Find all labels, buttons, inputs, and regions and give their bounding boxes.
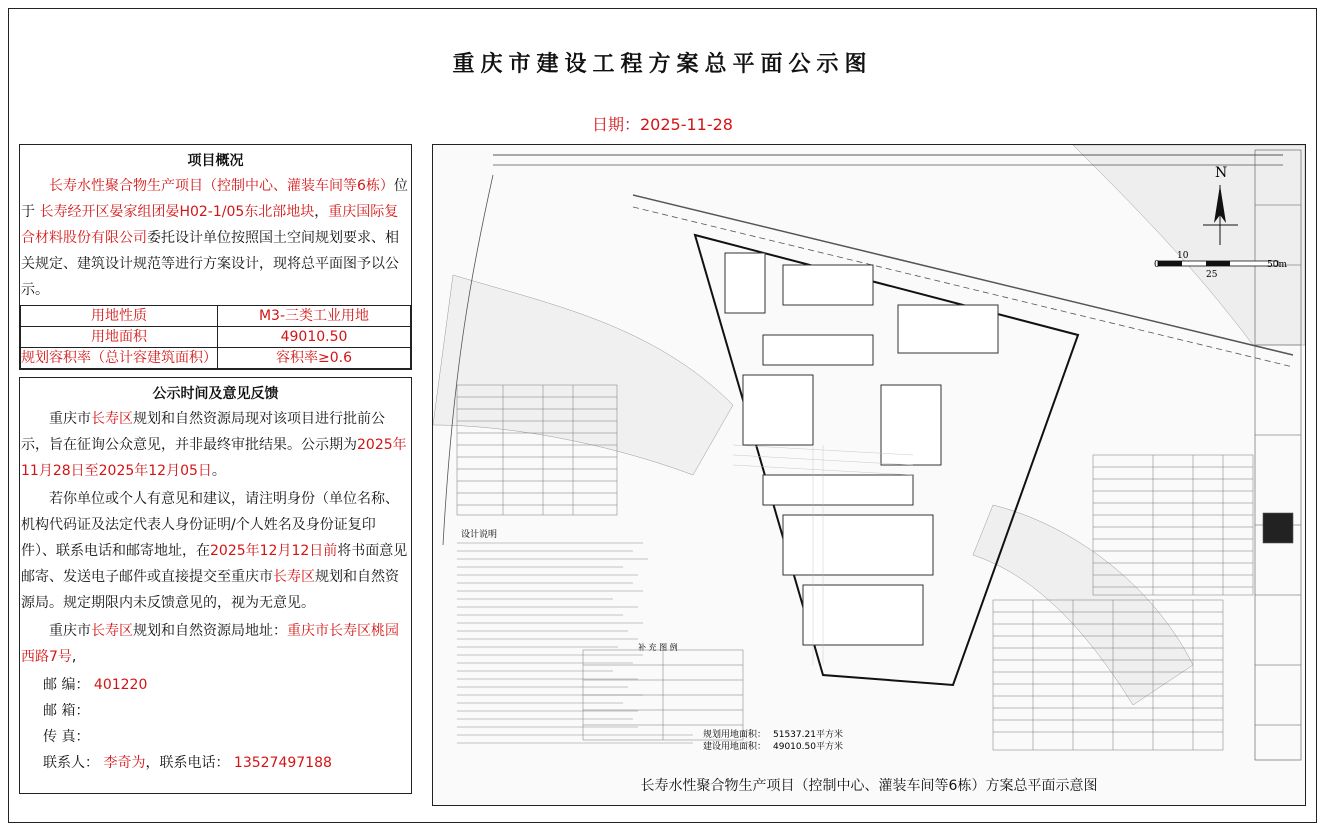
site-area-label: 规划用地面积：: [703, 730, 767, 740]
text: ,: [71, 649, 77, 665]
site-area-value: 51537.21平方米: [773, 730, 843, 740]
design-notes-title: 设计说明: [461, 530, 498, 540]
text-located: 位于: [21, 178, 408, 220]
prop-label: 规划容积率（总计容建筑面积）: [21, 348, 218, 369]
phone-number: 13527497188: [233, 755, 332, 771]
mailbox-row: [20, 698, 411, 724]
prop-label: 用地性质: [21, 306, 218, 327]
text: 重庆市: [49, 411, 91, 427]
site-plan-svg: [433, 145, 1305, 765]
overview-heading: 项目概况: [187, 153, 244, 169]
build-area-label: 建设用地面积：: [703, 742, 767, 752]
text: 。: [211, 463, 226, 479]
bureau-address: 重庆市长寿区桃园西路7号: [21, 623, 399, 665]
notice-paragraph-1: [20, 406, 411, 486]
scale-label: 50m: [1267, 260, 1287, 270]
notice-heading: 公示时间及意见反馈: [152, 386, 279, 402]
text: 若你单位或个人有意见和建议，请注明身份（单位名称、机构代码证及法定代表人身份证明/个人姓名及身份证复印件）、联系电话和邮寄地址，在: [21, 491, 399, 559]
overview-section: [19, 144, 412, 370]
project-name: 长寿水性聚合物生产项目（控制中心、灌装车间等6栋）: [49, 178, 394, 194]
prop-value: 容积率≥0.6: [218, 348, 411, 369]
notice-section: [19, 377, 412, 794]
text: 重庆市: [49, 623, 91, 639]
contact-row: [20, 750, 411, 776]
postcode: 401220: [93, 677, 148, 693]
prop-value: M3-三类工业用地: [218, 306, 411, 327]
page-title: 重庆市建设工程方案总平面公示图: [452, 52, 873, 77]
notice-paragraph-2: [20, 486, 411, 618]
table-row: [21, 306, 411, 327]
table-row: [21, 327, 411, 348]
plan-caption: 长寿水性聚合物生产项目（控制中心、灌装车间等6栋）方案总平面示意图: [640, 778, 1098, 794]
site-plan-drawing: [432, 144, 1306, 806]
deadline: 2025年12月12日前: [210, 543, 338, 559]
build-area-value: 49010.50平方米: [773, 742, 843, 752]
company-name: 重庆国际复合材料股份有限公司: [21, 204, 399, 246]
prop-value: 49010.50: [218, 327, 411, 348]
fax-label: 传 真：: [43, 729, 90, 745]
text: 将书面意见邮寄、发送电子邮件或直接提交至重庆市: [21, 543, 408, 585]
text: 规划和自然资源局。规定期限内未反馈意见的，视为无意见。: [21, 569, 399, 611]
mailbox-label: 邮 箱：: [43, 703, 90, 719]
info-panel: [19, 144, 412, 794]
text: 规划和自然资源局现对该项目进行批前公示，旨在征询公众意见，并非最终审批结果。公示期为: [21, 411, 385, 453]
north-label: N: [1215, 165, 1228, 181]
project-location: 长寿经开区晏家组团晏H02-1/05东北部地块: [39, 204, 315, 220]
district: 长寿区: [273, 569, 315, 585]
scale-label: 0: [1154, 260, 1160, 270]
overview-text: 长寿水性聚合物生产项目（控制中心、灌装车间等6栋）位于 长寿经开区晏家组团晏H02-1/05东北部地块，重庆国际复合材料股份有限公司委托设计单位按照国土空间规划要求、相关规定、建筑设计规范等进行方案设计，现将总平面图予以公示。: [21, 178, 408, 298]
fax-row: [20, 724, 411, 750]
district: 长寿区: [91, 411, 133, 427]
text: 规划和自然资源局地址：: [133, 623, 287, 639]
contact-name: 李奇为: [103, 755, 146, 771]
overview-rest: 委托设计单位按照国土空间规划要求、相关规定、建筑设计规范等进行方案设计，现将总平面图予以公示。: [21, 230, 399, 298]
scale-label: 25: [1206, 270, 1218, 280]
postcode-label: 邮 编：: [43, 677, 90, 693]
supplement-title: 补 充 图 例: [638, 643, 678, 652]
contact-label: 联系人：: [43, 755, 99, 771]
property-table: [20, 305, 411, 369]
notice-period: 2025年11月28日至2025年12月05日: [21, 437, 407, 479]
publish-date: 日期：2025-11-28: [592, 115, 733, 134]
notice-paragraph-3: [20, 618, 411, 672]
scale-label: 10: [1177, 251, 1189, 261]
prop-label: 用地面积: [21, 327, 218, 348]
supplement-legend: [583, 650, 743, 740]
district: 长寿区: [91, 623, 133, 639]
phone-label: ，联系电话：: [145, 755, 230, 771]
table-row: [21, 348, 411, 369]
postcode-row: [20, 672, 411, 698]
buildings: [725, 253, 998, 645]
